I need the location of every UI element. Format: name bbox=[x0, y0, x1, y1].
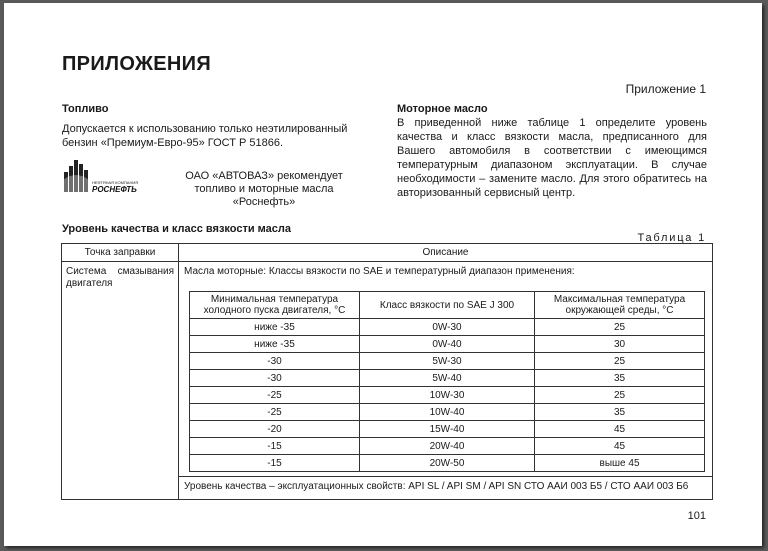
recommendation-text: ОАО «АВТОВАЗ» рекомендует топливо и моторные масла «Роснефть» bbox=[185, 170, 343, 208]
sae-class-cell: 15W-40 bbox=[359, 421, 534, 438]
appendix-label: Приложение 1 bbox=[625, 82, 706, 96]
fuel-text: Допускается к использованию только неэтилированный бензин «Премиум-Евро-95» ГОСТ Р 51866. bbox=[62, 123, 348, 149]
table-row bbox=[190, 336, 705, 353]
min-temp-cell: -15 bbox=[190, 455, 360, 472]
max-temp-cell: 35 bbox=[535, 370, 705, 387]
table-row bbox=[190, 455, 705, 472]
quality-level-text: Уровень качества – эксплуатационных свойств: API SL / API SM / API SN СТО ААИ 003 Б5 / СТО ААИ 003 Б6 bbox=[184, 481, 689, 492]
sae-class-cell: 5W-30 bbox=[359, 353, 534, 370]
max-temp-cell: 45 bbox=[535, 421, 705, 438]
table-label: Таблица 1 bbox=[637, 232, 706, 244]
motor-oil-text: В приведенной ниже таблице 1 определите уровень качества и класс вязкости масла, предписанного для Вашего автомобиля в соответствии с имеющимся температурным диапазоном эксплуатации. В случае необходимости – замените масло. Для этого обратитесь на авторизованный сервисный центр. bbox=[397, 117, 707, 199]
section-heading: Уровень качества и класс вязкости масла bbox=[62, 223, 292, 235]
table-row bbox=[190, 438, 705, 455]
col-header-point: Точка заправки bbox=[62, 244, 179, 261]
sae-class-cell: 0W-40 bbox=[359, 336, 534, 353]
fuel-heading: Топливо bbox=[62, 103, 109, 115]
min-temp-cell: ниже -35 bbox=[190, 319, 360, 336]
min-temp-cell: ниже -35 bbox=[190, 336, 360, 353]
system-cell: Система смазывания двигателя bbox=[66, 266, 174, 289]
min-temp-cell: -15 bbox=[190, 438, 360, 455]
rosneft-logo bbox=[62, 158, 167, 198]
page-number: 101 bbox=[687, 510, 706, 522]
document-page bbox=[4, 3, 762, 546]
sae-class-cell: 5W-40 bbox=[359, 370, 534, 387]
max-temp-cell: выше 45 bbox=[535, 455, 705, 472]
description-cell: Масла моторные: Классы вязкости по SAE и температурный диапазон применения: bbox=[184, 266, 575, 277]
header-max-temp: Максимальная температура окружающей среды, °С bbox=[535, 292, 705, 319]
max-temp-cell: 35 bbox=[535, 404, 705, 421]
min-temp-cell: -20 bbox=[190, 421, 360, 438]
header-sae-class: Класс вязкости по SAE J 300 bbox=[359, 292, 534, 319]
sae-class-cell: 10W-40 bbox=[359, 404, 534, 421]
table-row bbox=[190, 421, 705, 438]
max-temp-cell: 45 bbox=[535, 438, 705, 455]
table-row bbox=[190, 370, 705, 387]
column-divider bbox=[178, 261, 179, 499]
motor-oil-heading: Моторное масло bbox=[397, 103, 488, 115]
sae-class-cell: 0W-30 bbox=[359, 319, 534, 336]
footer-divider bbox=[179, 476, 712, 477]
sae-class-cell: 10W-30 bbox=[359, 387, 534, 404]
oil-table bbox=[61, 243, 713, 500]
sae-class-cell: 20W-50 bbox=[359, 455, 534, 472]
table-row bbox=[190, 387, 705, 404]
table-row bbox=[190, 353, 705, 370]
max-temp-cell: 30 bbox=[535, 336, 705, 353]
table-row bbox=[190, 319, 705, 336]
header-divider bbox=[62, 261, 712, 262]
min-temp-cell: -25 bbox=[190, 387, 360, 404]
col-header-desc: Описание bbox=[422, 247, 469, 258]
logo-brand-text: РОСНЕФТЬ bbox=[92, 185, 137, 194]
min-temp-cell: -25 bbox=[190, 404, 360, 421]
table-row bbox=[190, 404, 705, 421]
viscosity-header-row bbox=[190, 292, 705, 319]
header-min-temp: Минимальная температура холодного пуска двигателя, °С bbox=[190, 292, 360, 319]
sae-class-cell: 20W-40 bbox=[359, 438, 534, 455]
max-temp-cell: 25 bbox=[535, 319, 705, 336]
min-temp-cell: -30 bbox=[190, 353, 360, 370]
max-temp-cell: 25 bbox=[535, 387, 705, 404]
viscosity-table bbox=[189, 291, 705, 472]
max-temp-cell: 25 bbox=[535, 353, 705, 370]
logo-small-text: НЕФТЯНАЯ КОМПАНИЯ bbox=[92, 180, 139, 185]
min-temp-cell: -30 bbox=[190, 370, 360, 387]
page-title: ПРИЛОЖЕНИЯ bbox=[62, 53, 212, 75]
